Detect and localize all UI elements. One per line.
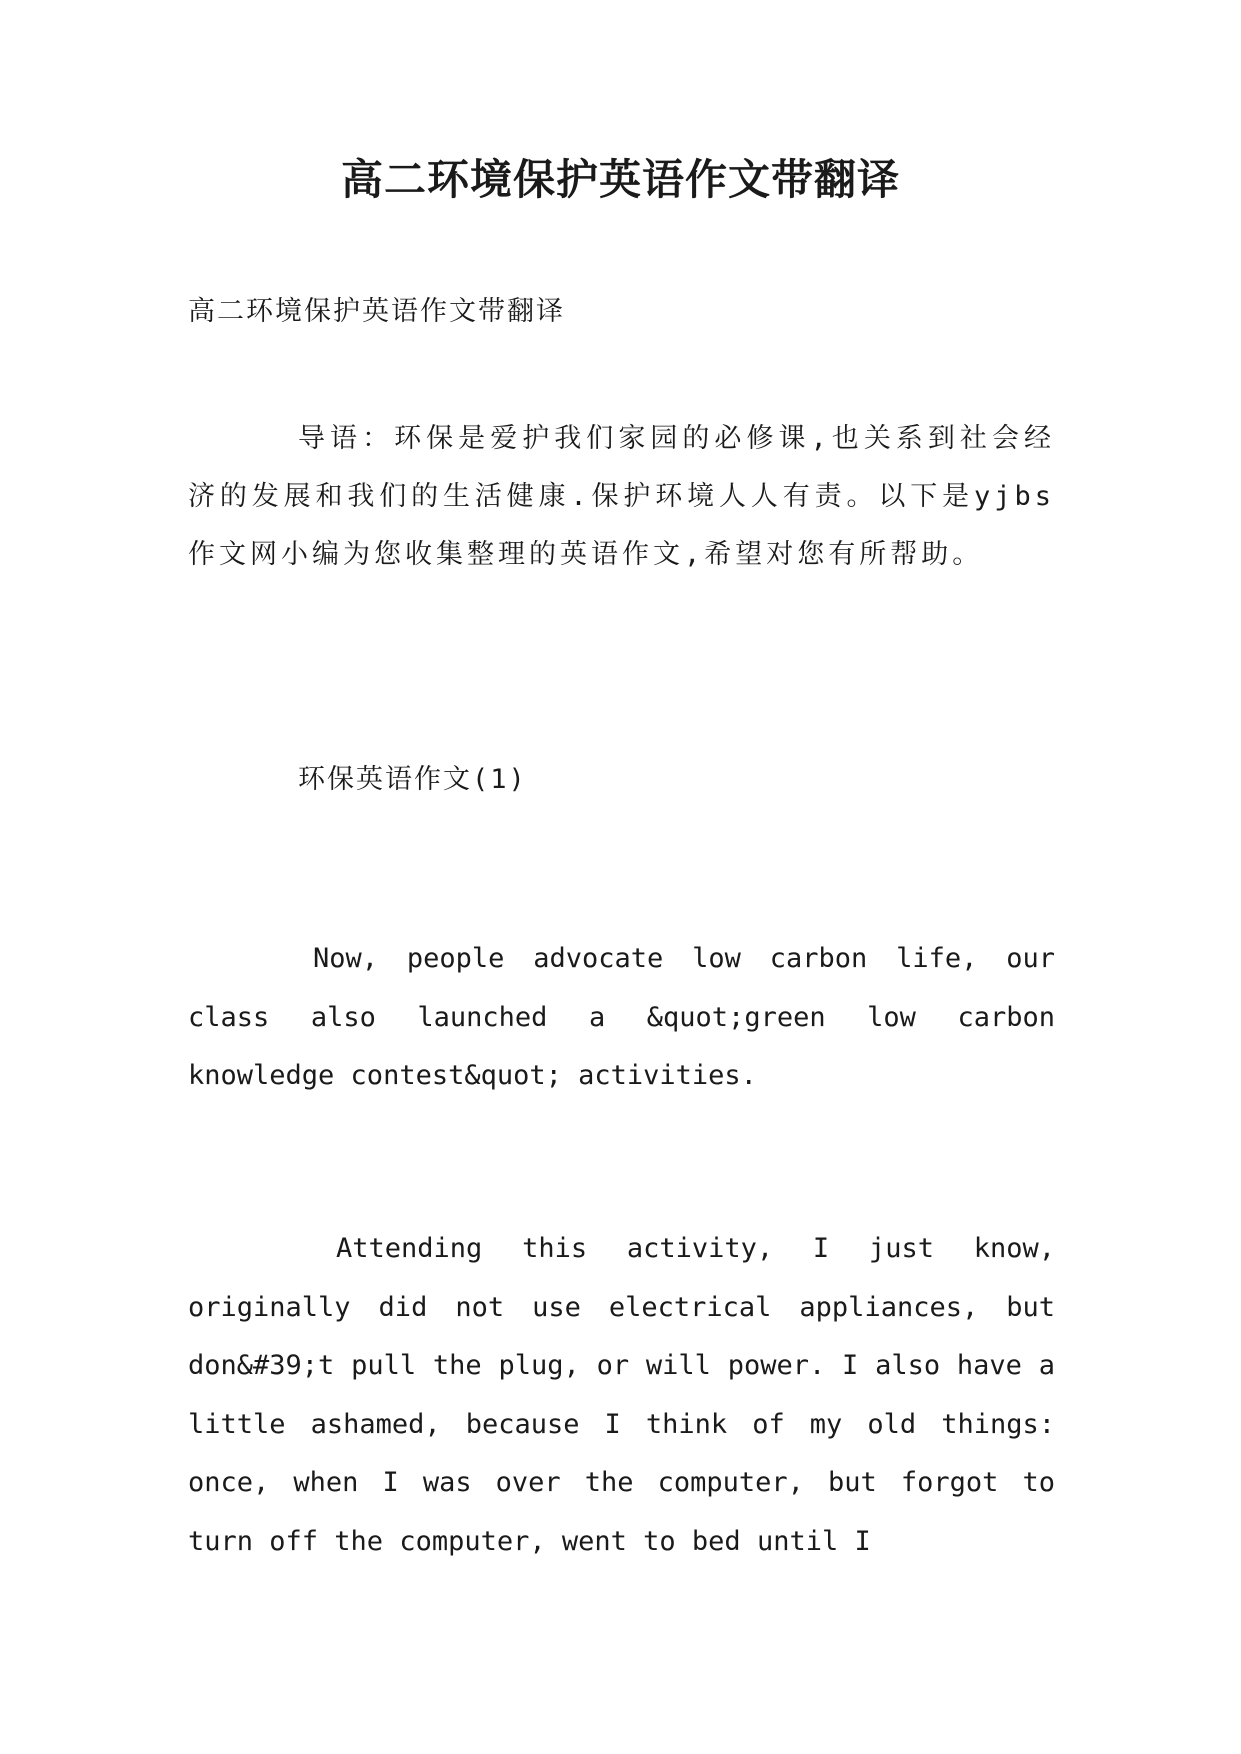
section-heading: 环保英语作文(1) [298, 764, 527, 795]
document-subtitle: 高二环境保护英语作文带翻译 [188, 296, 565, 327]
body-paragraph: Attending this activity, I just know, originally did not use electrical appliances, but don&#39;t pull the plug, or will power. I also have a little ashamed, because I think of my old things: once, when I was over the computer, but forgot to turn off the computer, went to bed until I [188, 1233, 1055, 1557]
intro-paragraph: 导语：环保是爱护我们家园的必修课,也关系到社会经济的发展和我们的生活健康.保护环境人人有责。以下是yjbs作文网小编为您收集整理的英语作文,希望对您有所帮助。 [188, 423, 1055, 570]
document-title: 高二环境保护英语作文带翻译 [340, 155, 900, 204]
body-paragraph: Now, people advocate low carbon life, our class also launched a &quot;green low carbon knowledge contest&quot; activities. [188, 943, 1055, 1091]
